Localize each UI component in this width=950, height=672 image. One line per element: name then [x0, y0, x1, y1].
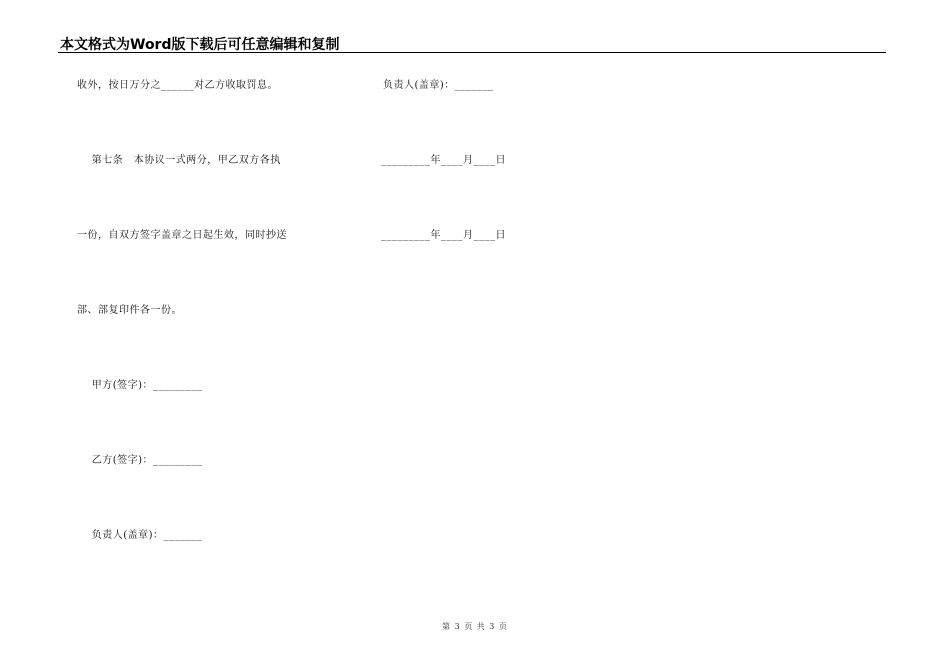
header-divider: [58, 52, 886, 53]
body-line-3: 一份，自双方签字盖章之日起生效，同时抄送: [77, 230, 287, 241]
party-b-signature-line: 乙方(签字)：_________: [77, 455, 203, 466]
body-line-1: 收外，按日万分之______对乙方收取罚息。: [77, 80, 278, 91]
body-line-2: 第七条 本协议一式两分，甲乙双方各执: [77, 155, 281, 166]
responsible-person-seal-line-right: 负责人(盖章)：_______: [383, 80, 494, 91]
body-line-4: 部、部复印件各一份。: [77, 305, 182, 316]
responsible-person-seal-line-left: 负责人(盖章)：_______: [77, 530, 203, 541]
date-line-1: _________年____月____日: [381, 155, 506, 166]
party-a-signature-line: 甲方(签字)：_________: [77, 380, 203, 391]
page-header-title: 本文格式为Word版下载后可任意编辑和复制: [60, 37, 340, 53]
page-footer-number: 第 3 页 共 3 页: [442, 622, 508, 631]
date-line-2: _________年____月____日: [381, 230, 506, 241]
